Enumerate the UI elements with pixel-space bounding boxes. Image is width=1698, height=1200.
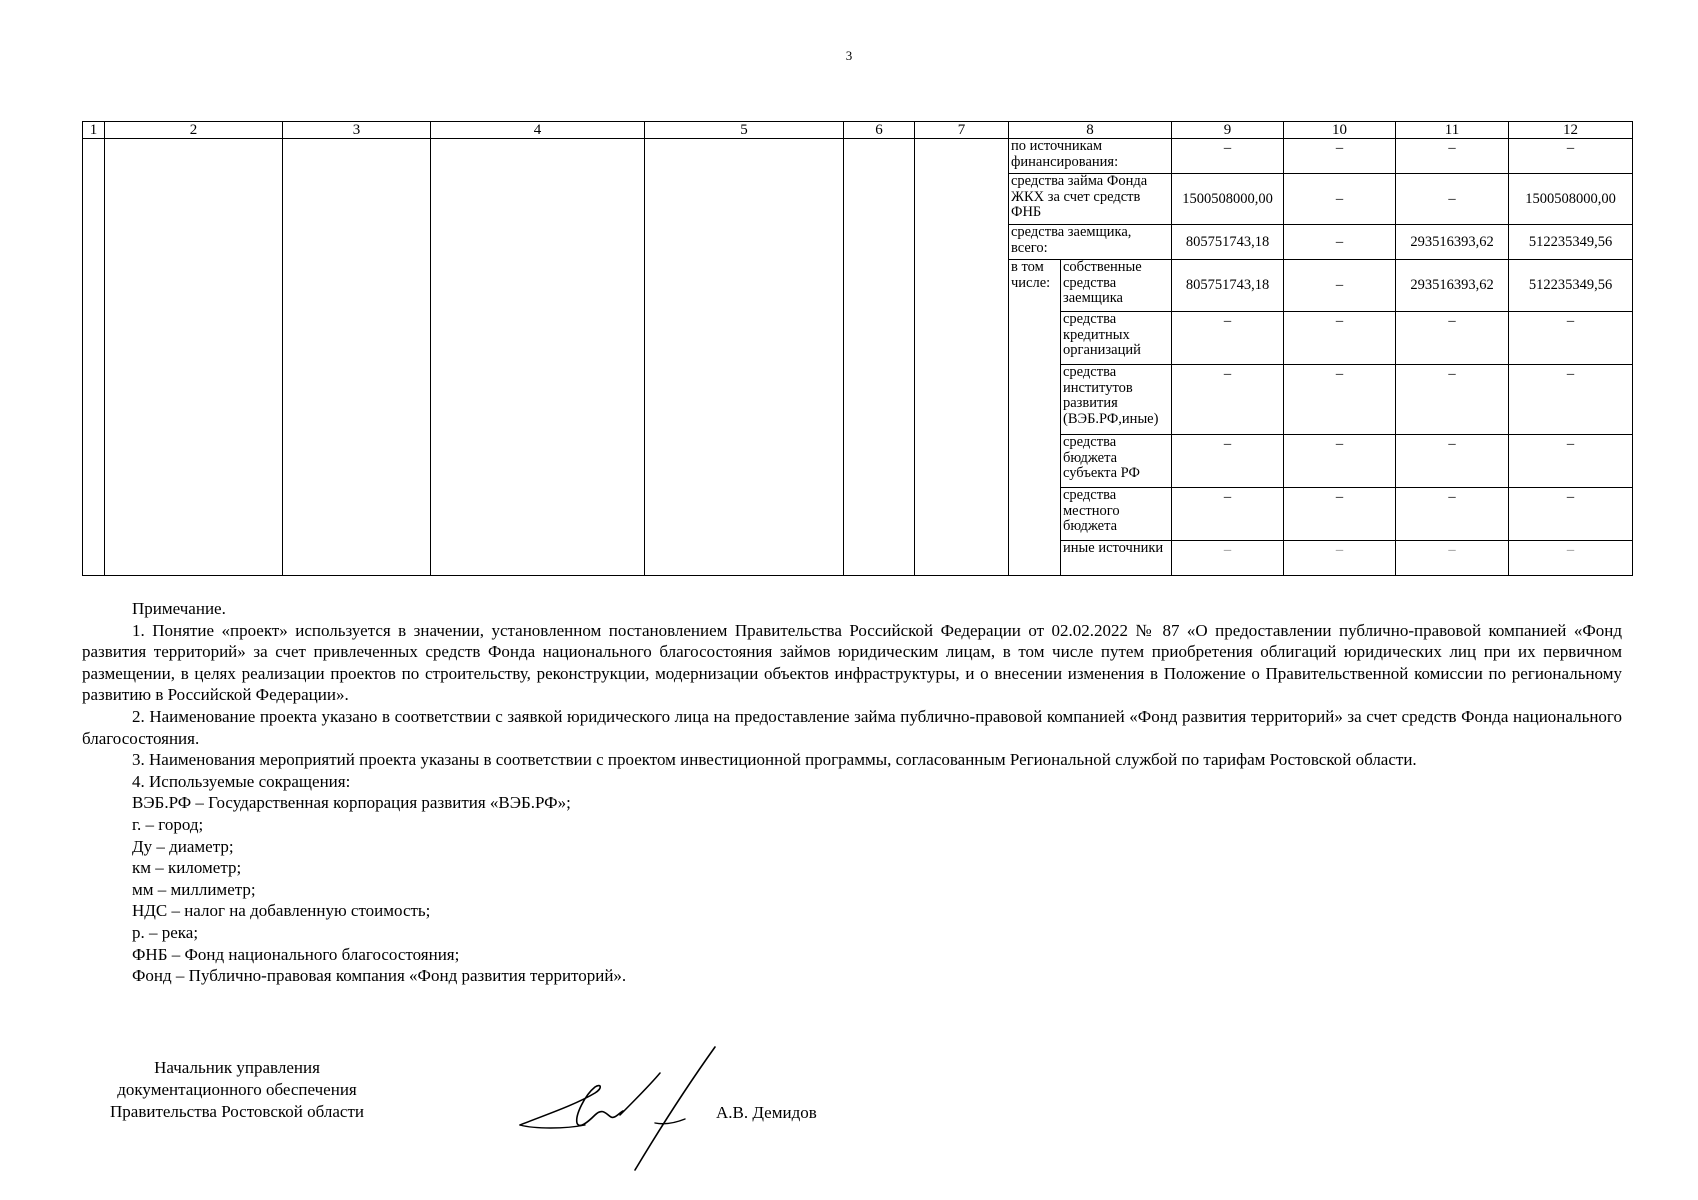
empty-cell (431, 139, 645, 576)
abbreviation-item: г. – город; (132, 814, 204, 834)
signatory-name: А.В. Демидов (716, 1103, 817, 1122)
abbreviation-item: Фонд – Публично-правовая компания «Фонд развития территорий». (132, 966, 627, 986)
cell-value: 1500508000,00 (1509, 174, 1633, 225)
empty-cell (283, 139, 431, 576)
cell-value: – (1509, 541, 1633, 576)
column-header: 8 (1009, 122, 1172, 139)
row-label: средства институтов развития (ВЭБ.РФ,иные) (1061, 365, 1172, 435)
abbreviation-item: НДС – налог на добавленную стоимость; (132, 901, 431, 921)
column-header: 9 (1172, 122, 1284, 139)
cell-value: – (1396, 488, 1509, 541)
column-header: 5 (645, 122, 844, 139)
cell-value: – (1509, 488, 1633, 541)
row-label: средства бюджета субъекта РФ (1061, 435, 1172, 488)
column-header: 12 (1509, 122, 1633, 139)
note-item: 4. Используемые сокращения: (132, 771, 351, 791)
notes-section (82, 598, 1622, 987)
empty-cell (645, 139, 844, 576)
table-header-row (83, 122, 1633, 139)
cell-value: 512235349,56 (1509, 225, 1633, 260)
row-label: собственные средства заемщика (1061, 260, 1172, 312)
row-label: средства местного бюджета (1061, 488, 1172, 541)
cell-value: 805751743,18 (1172, 225, 1284, 260)
abbreviation-item: Ду – диаметр; (132, 836, 234, 856)
cell-value: – (1172, 541, 1284, 576)
abbreviation-item: ВЭБ.РФ – Государственная корпорация развития «ВЭБ.РФ»; (132, 793, 571, 813)
cell-value: – (1284, 365, 1396, 435)
note-item: 2. Наименование проекта указано в соответствии с заявкой юридического лица на предоставление займа публично-правовой компанией «Фонд развития территорий» за счет средств Фонда национального благосостояния. (82, 706, 1622, 748)
cell-value: – (1396, 139, 1509, 174)
cell-value: 293516393,62 (1396, 225, 1509, 260)
cell-value: – (1172, 312, 1284, 365)
note-item: 3. Наименования мероприятий проекта указаны в соответствии с проектом инвестиционной программы, согласованным Региональной службой по тарифам Ростовской области. (132, 750, 1417, 770)
page-number: 3 (845, 48, 853, 63)
signatory-title-line: Начальник управления (154, 1058, 320, 1077)
column-header: 7 (915, 122, 1009, 139)
cell-value: – (1284, 174, 1396, 225)
abbreviation-item: ФНБ – Фонд национального благосостояния; (132, 944, 460, 964)
cell-value: – (1509, 435, 1633, 488)
empty-cell (105, 139, 283, 576)
cell-value: – (1396, 541, 1509, 576)
financing-table (82, 121, 1633, 576)
empty-cell (915, 139, 1009, 576)
abbreviation-item: мм – миллиметр; (132, 879, 256, 899)
row-label: иные источники (1061, 541, 1172, 576)
column-header: 2 (105, 122, 283, 139)
column-header: 10 (1284, 122, 1396, 139)
abbreviation-item: р. – река; (132, 922, 199, 942)
handwritten-signature (515, 1045, 725, 1175)
cell-value: – (1284, 541, 1396, 576)
cell-value: – (1509, 365, 1633, 435)
cell-value: – (1284, 225, 1396, 260)
column-header: 4 (431, 122, 645, 139)
empty-cell (83, 139, 105, 576)
cell-value: – (1396, 174, 1509, 225)
cell-value: – (1284, 312, 1396, 365)
notes-heading: Примечание. (132, 599, 226, 618)
cell-value: – (1396, 312, 1509, 365)
cell-value: – (1172, 488, 1284, 541)
column-header: 6 (844, 122, 915, 139)
cell-value: – (1284, 435, 1396, 488)
cell-value: – (1172, 139, 1284, 174)
signatory-title-line: Правительства Ростовской области (110, 1102, 364, 1121)
abbreviation-item: км – километр; (132, 858, 242, 878)
table-row (83, 139, 1633, 174)
cell-value: – (1284, 488, 1396, 541)
cell-value: – (1172, 365, 1284, 435)
row-label: по источникам финансирования: (1009, 139, 1172, 174)
row-label: средства кредитных организаций (1061, 312, 1172, 365)
row-label: средства займа Фонда ЖКХ за счет средств ФНБ (1009, 174, 1172, 225)
cell-value: 512235349,56 (1509, 260, 1633, 312)
note-item: 1. Понятие «проект» используется в значении, установленном постановлением Правительства Российской Федерации от 02.02.2022 № 87 «О предоставлении публично-правовой компанией «Фонд развития территорий» за счет привлеченных средств Фонда национального благосостояния займов юридическим лицам, в том числе путем приобретения облигаций юридических лиц при их первичном размещении, в целях реализации проектов по строительству, реконструкции, модернизации объектов инфраструктуры, и о внесении изменения в Положение о Правительственной комиссии по региональному развитию в Российской Федерации». (82, 620, 1622, 705)
row-group-label: в том числе: (1009, 260, 1061, 576)
cell-value: – (1509, 139, 1633, 174)
cell-value: 293516393,62 (1396, 260, 1509, 312)
signatory-title (82, 1057, 392, 1123)
row-label: средства заемщика, всего: (1009, 225, 1172, 260)
cell-value: – (1284, 260, 1396, 312)
column-header: 3 (283, 122, 431, 139)
column-header: 11 (1396, 122, 1509, 139)
cell-value: 805751743,18 (1172, 260, 1284, 312)
cell-value: 1500508000,00 (1172, 174, 1284, 225)
cell-value: – (1396, 365, 1509, 435)
signatory-title-line: документационного обеспечения (117, 1080, 357, 1099)
empty-cell (844, 139, 915, 576)
cell-value: – (1172, 435, 1284, 488)
column-header: 1 (83, 122, 105, 139)
cell-value: – (1284, 139, 1396, 174)
cell-value: – (1509, 312, 1633, 365)
cell-value: – (1396, 435, 1509, 488)
